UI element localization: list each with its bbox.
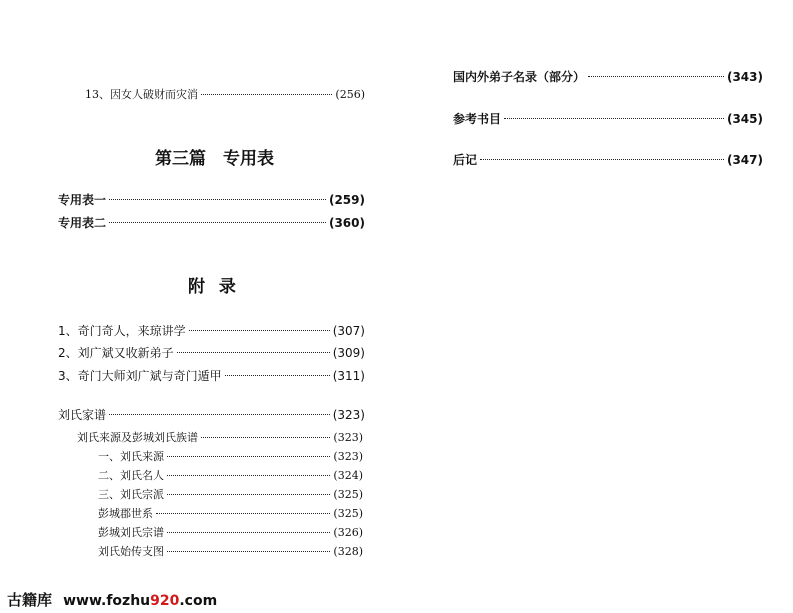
toc-entry-appendix-1: [58, 322, 365, 339]
toc-entry-label: 刘氏家谱: [58, 408, 107, 422]
toc-entry-label: 1、奇门奇人，来琼讲学: [58, 324, 186, 338]
dot-leader: [588, 76, 724, 77]
dot-leader: [167, 551, 330, 552]
toc-entry-page: (345): [726, 112, 763, 126]
toc-entry-page: (323): [333, 431, 363, 444]
toc-entry-page: (328): [333, 545, 363, 558]
toc-entry-page: (311): [332, 369, 365, 383]
toc-entry-page: (323): [333, 450, 363, 463]
toc-entry-genealogy-source: [77, 429, 363, 445]
toc-entry-afterword: [453, 151, 763, 168]
url-prefix: www.fozhu: [63, 593, 151, 609]
dot-leader: [156, 513, 330, 514]
toc-entry-label: 三、刘氏宗派: [98, 488, 164, 501]
watermark-site-name: 古籍库: [7, 591, 53, 609]
toc-entry-label: 一、刘氏来源: [98, 450, 164, 463]
dot-leader: [480, 159, 724, 160]
dot-leader: [109, 414, 330, 415]
toc-entry-label: 2、刘广斌又收新弟子: [58, 346, 174, 360]
url-suffix: .com: [179, 593, 218, 609]
toc-entry-label: 刘氏来源及彭城刘氏族谱: [77, 431, 198, 444]
toc-entry-special-table-1: [58, 191, 365, 208]
toc-entry-label: 彭城刘氏宗谱: [98, 526, 164, 539]
toc-entry-page: (347): [726, 153, 763, 167]
section-heading-appendix: 附 录: [188, 277, 240, 297]
toc-entry-genealogy-item: [98, 467, 363, 483]
toc-entry-page: (256): [335, 88, 365, 101]
toc-entry-page: (323): [332, 408, 365, 422]
dot-leader: [225, 375, 330, 376]
dot-leader: [189, 330, 330, 331]
dot-leader: [109, 222, 326, 223]
toc-entry-label: 彭城郡世系: [98, 507, 153, 520]
dot-leader: [167, 494, 330, 495]
toc-entry-label: 3、奇门大师刘广斌与奇门遁甲: [58, 369, 222, 383]
url-number: 920: [150, 593, 180, 609]
dot-leader: [504, 118, 724, 119]
dot-leader: [167, 475, 330, 476]
toc-entry-page: (360): [328, 216, 365, 230]
toc-entry-label: 后记: [453, 153, 478, 167]
toc-entry-genealogy-item: [98, 448, 363, 464]
dot-leader: [109, 199, 326, 200]
watermark-url: [63, 593, 217, 609]
toc-entry-label: 专用表一: [58, 193, 107, 207]
toc-entry-page: (307): [332, 324, 365, 338]
watermark: [7, 589, 217, 610]
toc-entry-bibliography: [453, 110, 763, 127]
toc-entry-genealogy-item: [98, 543, 363, 559]
dot-leader: [177, 352, 330, 353]
toc-entry-genealogy-item: [98, 486, 363, 502]
toc-entry-page: (326): [333, 526, 363, 539]
dot-leader: [201, 437, 330, 438]
toc-entry-disciples: [453, 68, 763, 85]
toc-entry-appendix-2: [58, 344, 365, 361]
toc-entry-genealogy-item: [98, 505, 363, 521]
toc-entry-label: 国内外弟子名录（部分）: [453, 70, 586, 84]
section-heading-special-tables: 第三篇 专用表: [155, 149, 274, 169]
toc-entry-special-table-2: [58, 214, 365, 231]
toc-entry-page: (259): [328, 193, 365, 207]
toc-entry-genealogy: [58, 406, 365, 423]
toc-entry-genealogy-item: [98, 524, 363, 540]
toc-entry-page: (309): [332, 346, 365, 360]
toc-entry-page: (325): [333, 507, 363, 520]
toc-entry-256: [85, 86, 365, 102]
toc-entry-page: (343): [726, 70, 763, 84]
dot-leader: [201, 94, 332, 95]
toc-entry-label: 二、刘氏名人: [98, 469, 164, 482]
toc-entry-page: (325): [333, 488, 363, 501]
toc-entry-label: 专用表二: [58, 216, 107, 230]
toc-entry-label: 刘氏始传支图: [98, 545, 164, 558]
toc-entry-page: (324): [333, 469, 363, 482]
toc-entry-appendix-3: [58, 367, 365, 384]
toc-entry-label: 13、因女人破财而灾消: [85, 88, 198, 101]
toc-entry-label: 参考书目: [453, 112, 502, 126]
dot-leader: [167, 532, 330, 533]
dot-leader: [167, 456, 330, 457]
